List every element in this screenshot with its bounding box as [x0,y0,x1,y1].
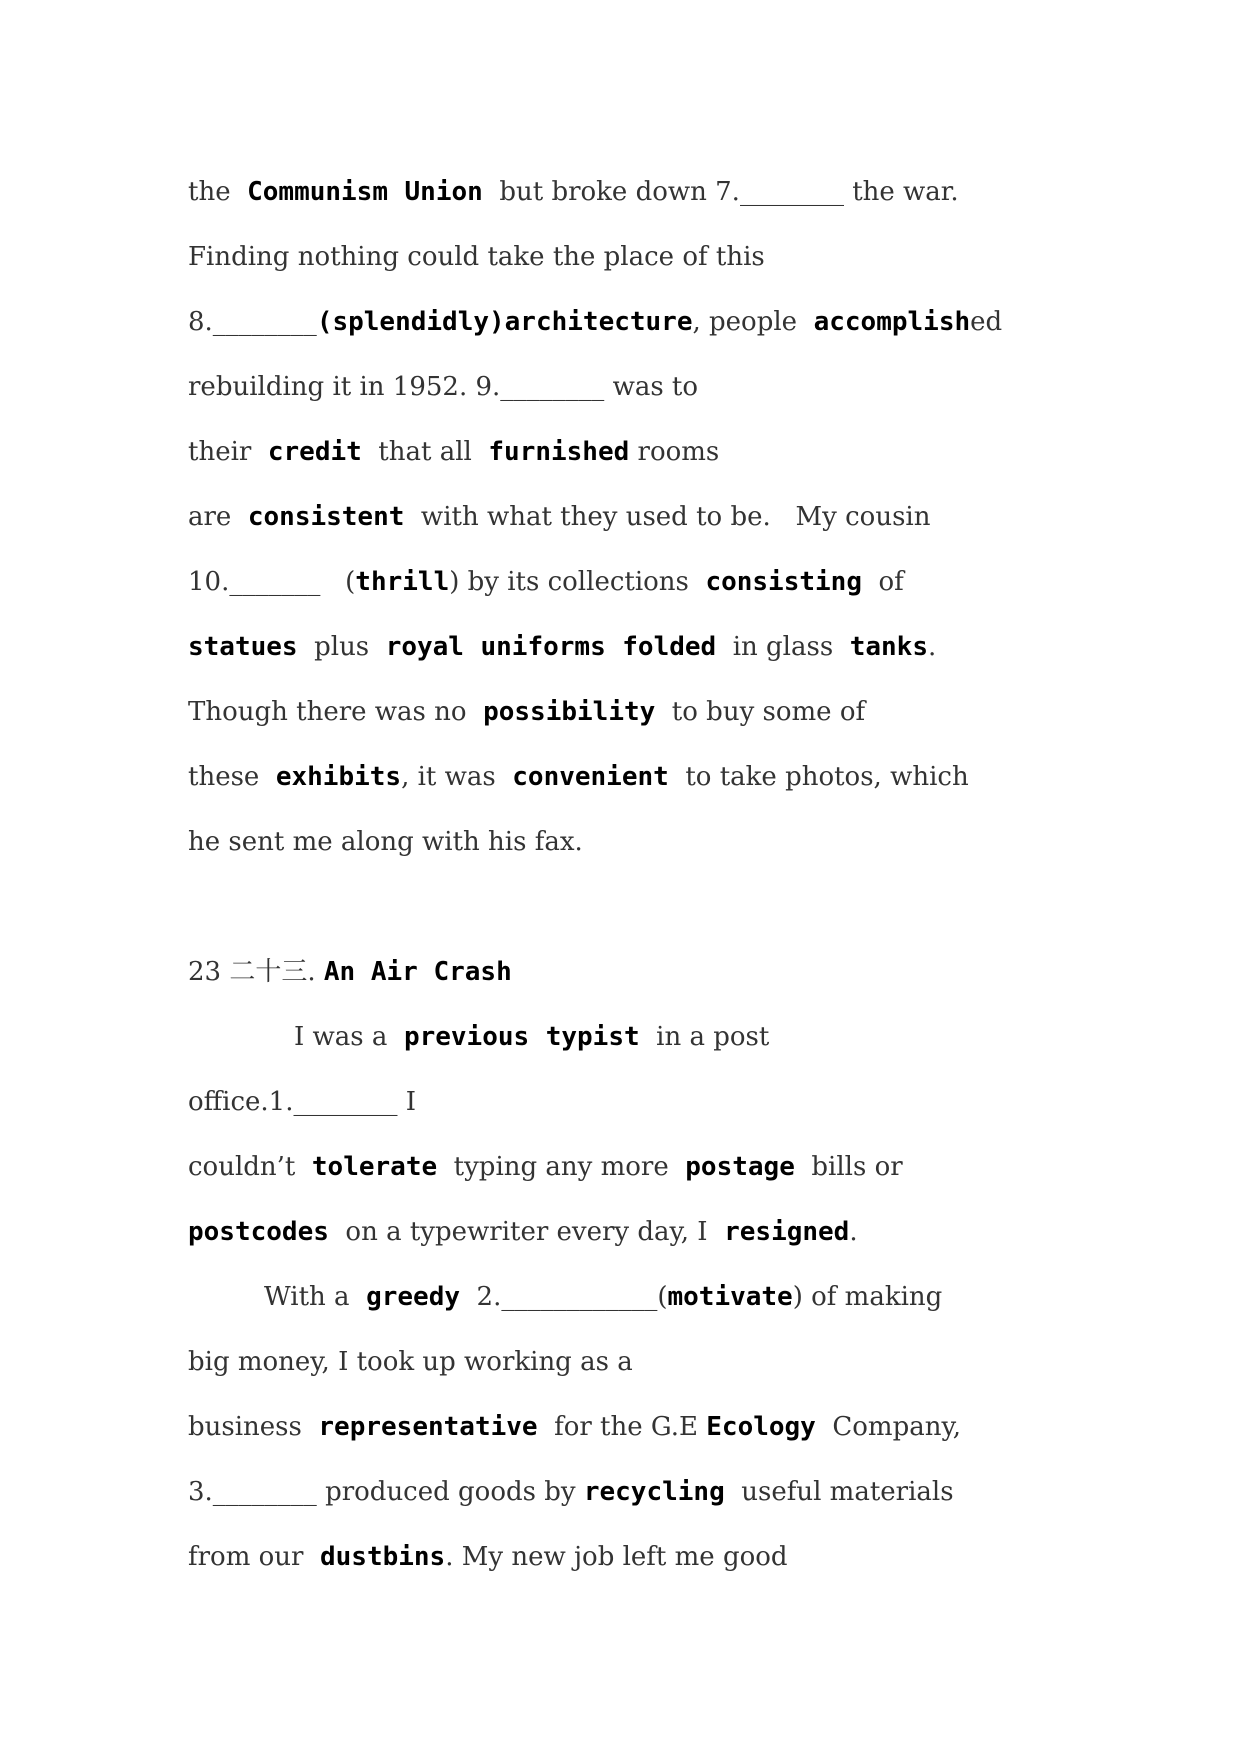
text-segment [388,177,405,207]
text-segment: with what they used to be. My cousin [404,502,931,532]
section-heading [188,940,1088,1005]
text-segment: Company, [815,1412,961,1442]
bold-vocab-word: credit [267,437,362,467]
text-segment: the [188,177,248,207]
text-segment: . [928,632,937,662]
text-segment: from our [188,1542,320,1572]
text-line [188,290,1088,355]
text-segment: 2.____________( [460,1282,668,1312]
heading-title: An Air Crash [323,957,512,987]
bold-vocab-word: tanks [849,632,928,662]
text-segment: 8.________ [188,307,317,337]
bold-vocab-word: furnished [488,437,630,467]
text-line [188,615,1088,680]
text-line [188,1200,1088,1265]
text-segment: rooms [629,437,720,467]
text-line [188,680,1088,745]
text-segment: business [188,1412,319,1442]
text-segment [464,632,481,662]
text-segment: he sent me along with his fax. [188,827,583,857]
bold-vocab-word: uniforms [480,632,606,662]
text-segment [606,632,623,662]
bold-vocab-word: Communism [247,177,388,207]
text-segment: that all [361,437,489,467]
bold-vocab-word: greedy [366,1282,460,1312]
bold-vocab-word: consistent [247,502,405,532]
text-segment: to take photos, which [668,762,969,792]
text-line [188,1005,1088,1070]
text-line [188,1135,1088,1200]
bold-vocab-word: accomplish [813,307,971,337]
text-line [188,1330,1088,1395]
text-line [188,550,1088,615]
text-line [188,810,1088,875]
text-segment: . [849,1217,858,1247]
text-segment: plus [297,632,386,662]
text-segment: typing any more [437,1152,686,1182]
text-segment: ) of making [792,1282,943,1312]
text-line [188,1395,1088,1460]
bold-vocab-word: possibility [483,697,656,727]
bold-vocab-word: postage [685,1152,795,1182]
bold-vocab-word: recycling [583,1477,725,1507]
text-segment: I was a [294,1022,404,1052]
bold-vocab-word: convenient [512,762,669,792]
bold-vocab-word: previous [403,1022,530,1052]
text-segment: useful materials [724,1477,954,1507]
bold-vocab-word: dustbins [319,1542,446,1572]
text-segment: are [188,502,248,532]
text-segment: in glass [716,632,850,662]
section-gap [188,875,1088,940]
bold-vocab-word: representative [318,1412,538,1442]
text-segment: With a [264,1282,367,1312]
text-segment: but broke down 7.________ the war. [482,177,959,207]
bold-vocab-word: resigned [724,1217,850,1247]
text-line [188,485,1088,550]
text-segment: rebuilding it in 1952. 9.________ was to [188,372,699,402]
text-line [188,1525,1088,1590]
text-line [188,1460,1088,1525]
text-segment: Finding nothing could take the place of this [188,242,765,272]
bold-vocab-word: Ecology [706,1412,816,1442]
text-segment: for the G.E [537,1412,707,1442]
text-segment: their [188,437,268,467]
text-segment: , it was [401,762,513,792]
bold-vocab-word: folded [622,632,717,662]
text-segment: to buy some of [655,697,866,727]
bold-vocab-word: exhibits [275,762,402,792]
bold-vocab-word: thrill [355,567,450,597]
text-segment: 3.________ produced goods by [188,1477,584,1507]
bold-vocab-word: tolerate [311,1152,438,1182]
bold-vocab-word: Union [404,177,483,207]
passage-continuation [188,160,1088,875]
bold-vocab-word: postcodes [188,1217,329,1247]
text-segment [529,1022,546,1052]
bold-vocab-word: typist [545,1022,640,1052]
text-segment: bills or [794,1152,903,1182]
bold-vocab-word: royal [385,632,464,662]
text-segment: big money, I took up working as a [188,1347,633,1377]
text-line [188,420,1088,485]
text-segment: 10._______ ( [188,567,356,597]
passage-air-crash [188,1005,1088,1590]
text-segment: in a post [639,1022,770,1052]
text-line [188,225,1088,290]
text-line [188,355,1088,420]
bold-vocab-word: consisting [705,567,862,597]
text-segment: of [861,567,904,597]
text-segment: ed [970,307,1003,337]
document-body [188,160,1088,1590]
text-segment: couldn’t [188,1152,312,1182]
text-segment: these [188,762,276,792]
heading-number: 23 二十三. [188,957,324,987]
bold-vocab-word: statues [188,632,298,662]
text-line [188,160,1088,225]
bold-vocab-word: (splendidly)architecture [316,307,693,337]
text-segment: ) by its collections [449,567,706,597]
text-line [188,745,1088,810]
text-line [188,1265,1088,1330]
text-segment: , people [692,307,814,337]
text-segment: Though there was no [188,697,484,727]
text-segment: office.1.________ I [188,1087,416,1117]
bold-vocab-word: motivate [667,1282,793,1312]
text-segment: . My new job left me good [445,1542,788,1572]
text-segment: on a typewriter every day, I [328,1217,725,1247]
text-line [188,1070,1088,1135]
